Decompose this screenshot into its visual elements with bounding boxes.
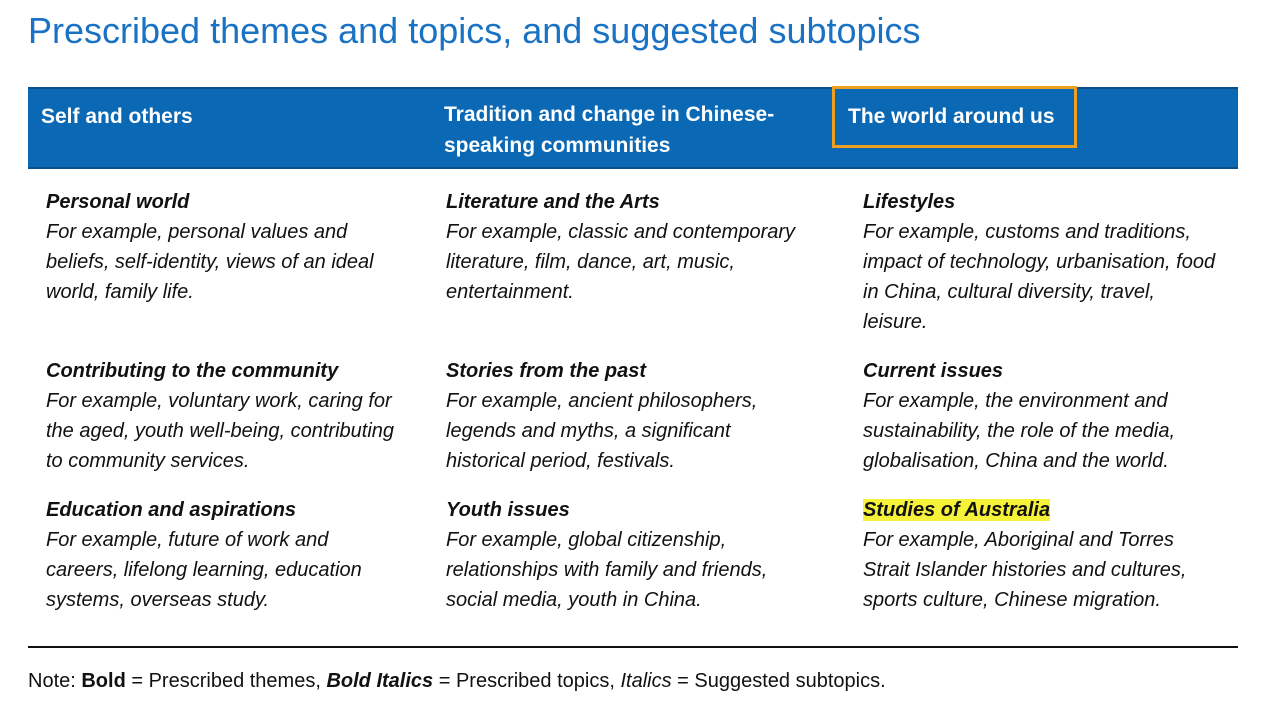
page-title: Prescribed themes and topics, and suggested subtopics: [28, 10, 921, 51]
theme-header-self-and-others: Self and others: [41, 105, 193, 128]
subtopic-text: For example, ancient philosophers, legends and myths, a significant historical period, festivals.: [446, 390, 758, 472]
topic-title: Current issues: [863, 360, 1004, 382]
topic-cell: [863, 356, 1223, 476]
legend-note: [28, 670, 886, 693]
subtopic-text: For example, personal values and beliefs, self-identity, views of an ideal world, family life.: [46, 221, 374, 303]
note-prefix: Note:: [28, 670, 82, 692]
subtopic-text: For example, Aboriginal and Torres Strait Islander histories and cultures, sports culture, Chinese migration.: [863, 529, 1187, 611]
note-bold-italic-label: Bold Italics: [326, 670, 434, 692]
highlighted-topic-text: Studies of Australia: [863, 499, 1051, 521]
subtopic-text: For example, classic and contemporary literature, film, dance, art, music, entertainment.: [446, 221, 796, 303]
topic-cell: [46, 356, 396, 476]
subtopic-text: For example, global citizenship, relationships with family and friends, social media, youth in China.: [446, 529, 768, 611]
theme-header-tradition-and-change: Tradition and change in Chinese-speaking communities: [444, 103, 775, 157]
theme-header-world-around-us: The world around us: [848, 105, 1055, 128]
topic-cell: [863, 495, 1223, 615]
note-italic-label: Italics: [620, 670, 672, 692]
topic-title: Lifestyles: [863, 191, 956, 213]
topic-cell: [863, 187, 1223, 337]
subtopic-text: For example, future of work and careers, lifelong learning, education systems, overseas study.: [46, 529, 362, 611]
topic-cell: [446, 187, 796, 307]
topic-cell: [46, 187, 396, 307]
topic-title: Education and aspirations: [46, 499, 297, 521]
note-italic-desc: = Suggested subtopics.: [671, 670, 886, 692]
subtopic-text: For example, customs and traditions, impact of technology, urbanisation, food in China, cultural diversity, travel, leisure.: [863, 221, 1216, 333]
note-bold-italic-desc: = Prescribed topics,: [433, 670, 621, 692]
topic-title: Literature and the Arts: [446, 191, 660, 213]
note-bold-desc: = Prescribed themes,: [125, 670, 327, 692]
footer-divider: [28, 646, 1238, 648]
topic-cell: [46, 495, 396, 615]
subtopic-text: For example, the environment and sustainability, the role of the media, globalisation, China and the world.: [863, 390, 1176, 472]
topic-title: Personal world: [46, 191, 190, 213]
topic-cell: [446, 495, 796, 615]
topic-title: Contributing to the community: [46, 360, 339, 382]
topic-title-highlighted: [863, 495, 1223, 525]
header-highlight-box: [832, 86, 1077, 148]
subtopic-text: For example, voluntary work, caring for the aged, youth well-being, contributing to community services.: [46, 390, 395, 472]
topic-title: Youth issues: [446, 499, 570, 521]
topic-title: Stories from the past: [446, 360, 647, 382]
topic-cell: [446, 356, 796, 476]
note-bold-label: Bold: [81, 670, 126, 692]
